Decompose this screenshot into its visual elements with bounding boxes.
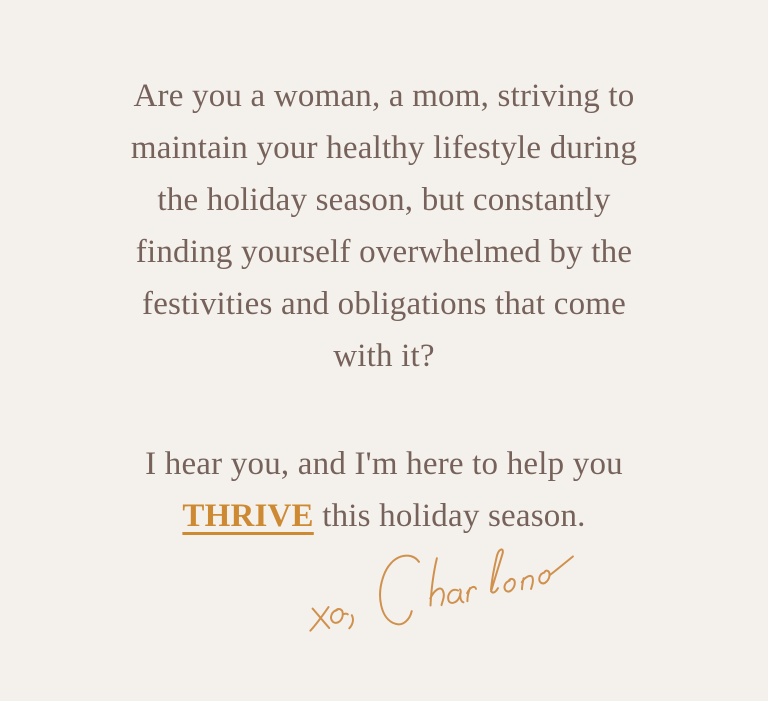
cta-line-1: I hear you, and I'm here to help you <box>145 446 623 482</box>
signature-image <box>303 543 586 637</box>
sig-glyph-C <box>379 555 421 625</box>
sig-glyph-h <box>429 558 444 605</box>
sig-glyph-a <box>448 589 464 603</box>
sig-glyph-o <box>331 609 348 623</box>
sig-glyph-x <box>310 607 330 631</box>
intro-line-3: the holiday season, but constantly <box>157 182 611 218</box>
intro-line-6: with it? <box>333 338 435 374</box>
thrive-link[interactable]: THRIVE <box>182 498 314 534</box>
sig-glyph-l <box>490 549 505 592</box>
sig-glyph-comma <box>349 615 353 628</box>
cta-line-2 <box>0 490 768 542</box>
intro-line-2: maintain your healthy lifestyle during <box>130 130 638 166</box>
sig-glyph-e2 <box>539 556 574 583</box>
cta-paragraph <box>0 438 768 542</box>
cta-line-2-rest: this holiday season. <box>313 498 586 534</box>
intro-line-4: finding yourself overwhelmed by the <box>135 234 633 270</box>
sig-glyph-r <box>467 587 476 601</box>
signature <box>0 548 768 640</box>
intro-line-5: festivities and obligations that come <box>142 286 626 322</box>
intro-paragraph <box>0 70 768 382</box>
sig-glyph-e1 <box>504 579 515 592</box>
signature-strokes <box>308 547 575 631</box>
intro-line-1: Are you a woman, a mom, striving to <box>133 78 635 114</box>
sig-glyph-n <box>522 576 534 589</box>
